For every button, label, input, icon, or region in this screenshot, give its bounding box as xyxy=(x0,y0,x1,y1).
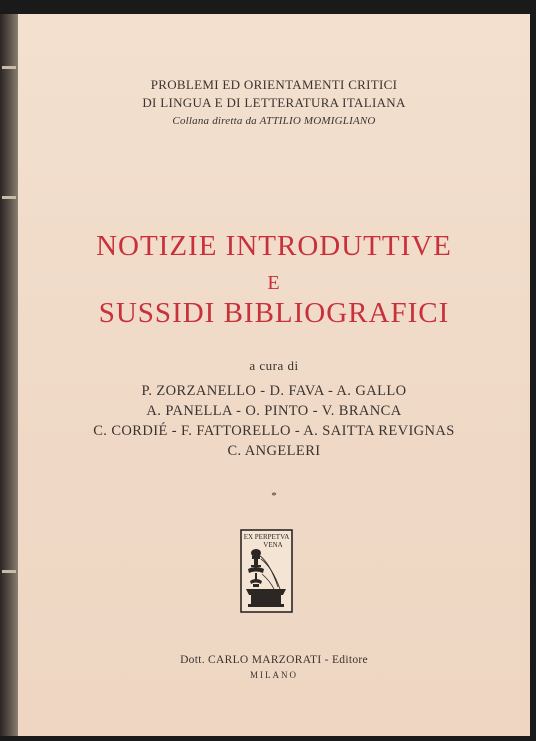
spine-notch xyxy=(2,570,16,573)
spine-notch xyxy=(2,196,16,199)
editors-list xyxy=(18,381,530,461)
editors-intro: a cura di xyxy=(249,358,299,373)
emblem-motto-line-2: VENA xyxy=(263,541,283,549)
emblem-motto-line-1: EX PERPETVA xyxy=(243,533,290,541)
star-ornament: * xyxy=(271,490,277,502)
spine-notch xyxy=(2,66,16,69)
book-spine-edge xyxy=(0,14,18,736)
publisher-name: Dott. CARLO MARZORATI - Editore xyxy=(180,654,368,666)
publisher-emblem-icon xyxy=(240,529,293,613)
title-line-2: E xyxy=(267,272,281,294)
series-header xyxy=(18,76,530,130)
title-line-1: NOTIZIE INTRODUTTIVE xyxy=(96,230,452,262)
publisher-city: MILANO xyxy=(250,670,298,680)
series-line-2: DI LINGUA E DI LETTERATURA ITALIANA xyxy=(142,95,406,110)
title-line-3: SUSSIDI BIBLIOGRAFICI xyxy=(98,297,450,329)
editors-line: C. CORDIÉ - F. FATTORELLO - A. SAITTA REVIGNAS xyxy=(93,423,455,439)
book-cover xyxy=(18,14,530,736)
editors-line: P. ZORZANELLO - D. FAVA - A. GALLO xyxy=(141,383,407,399)
editors-line: A. PANELLA - O. PINTO - V. BRANCA xyxy=(146,403,402,419)
series-direction: Collana diretta da ATTILIO MOMIGLIANO xyxy=(172,115,376,127)
editors-line: C. ANGELERI xyxy=(227,443,321,459)
series-line-1: PROBLEMI ED ORIENTAMENTI CRITICI xyxy=(150,77,398,92)
